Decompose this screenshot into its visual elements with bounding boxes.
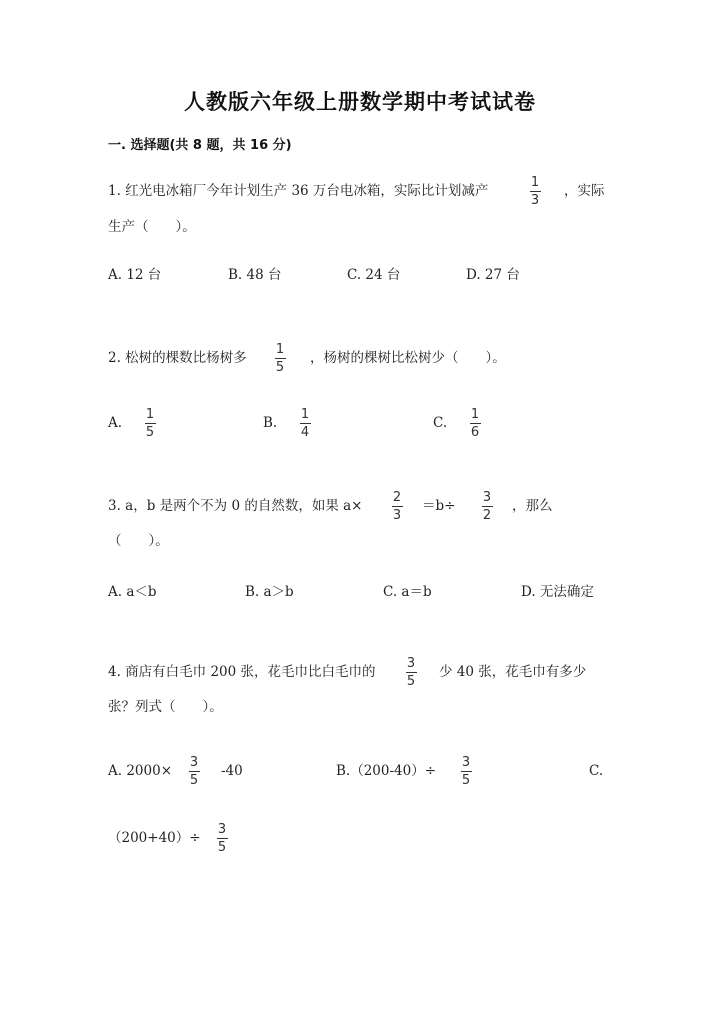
q1-option-b: B. 48 台 bbox=[228, 267, 282, 283]
q3-option-b: B. a＞b bbox=[245, 584, 294, 600]
q4-option-a-fraction bbox=[186, 755, 202, 788]
q2-text: 2. 松树的棵数比杨树多 bbox=[108, 350, 247, 366]
fraction-bar bbox=[461, 771, 472, 772]
fraction-bar bbox=[406, 672, 417, 673]
fraction-denominator: 5 bbox=[461, 773, 471, 788]
q3-text-mid: ＝b÷ bbox=[422, 498, 456, 514]
fraction-numerator: 1 bbox=[275, 342, 285, 357]
fraction-numerator: 3 bbox=[406, 656, 416, 671]
q3-text-tail: ，那么 bbox=[512, 498, 553, 514]
q4-option-c-label: C. bbox=[589, 763, 604, 779]
q1-fraction bbox=[527, 175, 543, 208]
q3-line2: （ ）。 bbox=[108, 533, 169, 549]
fraction-bar bbox=[392, 506, 403, 507]
q1-option-a: A. 12 台 bbox=[108, 267, 162, 283]
fraction-denominator: 2 bbox=[482, 508, 492, 523]
fraction-numerator: 3 bbox=[482, 490, 492, 505]
fraction-denominator: 4 bbox=[300, 425, 310, 440]
q2-option-a-fraction bbox=[142, 407, 158, 440]
fraction-denominator: 6 bbox=[470, 425, 480, 440]
q4-option-b-fraction bbox=[458, 755, 474, 788]
fraction-numerator: 1 bbox=[300, 407, 310, 422]
fraction-bar bbox=[482, 506, 493, 507]
q3-option-d: D. 无法确定 bbox=[521, 584, 594, 600]
q3-fraction-2 bbox=[479, 490, 495, 523]
section-heading: 一. 选择题(共 8 题，共 16 分) bbox=[108, 138, 292, 153]
q2-option-b-label: B. bbox=[263, 415, 278, 431]
q2-option-c-label: C. bbox=[433, 415, 448, 431]
q1-option-c: C. 24 台 bbox=[347, 267, 401, 283]
fraction-bar bbox=[300, 423, 311, 424]
q3-fraction-1 bbox=[389, 490, 405, 523]
fraction-denominator: 5 bbox=[275, 360, 285, 375]
q4-option-c-text: （200+40）÷ bbox=[108, 830, 201, 846]
page-title: 人教版六年级上册数学期中考试试卷 bbox=[184, 90, 536, 114]
q4-text-tail: 少 40 张，花毛巾有多少 bbox=[439, 664, 587, 680]
fraction-denominator: 3 bbox=[530, 193, 540, 208]
fraction-numerator: 1 bbox=[145, 407, 155, 422]
q1-line1: 1. 红光电冰箱厂今年计划生产 36 万台电冰箱，实际比计划减产 bbox=[108, 183, 489, 199]
q2-option-a-label: A. bbox=[108, 415, 123, 431]
fraction-denominator: 3 bbox=[392, 508, 402, 523]
fraction-bar bbox=[145, 423, 156, 424]
q4-text: 4. 商店有白毛巾 200 张，花毛巾比白毛巾的 bbox=[108, 664, 376, 680]
fraction-numerator: 3 bbox=[217, 822, 227, 837]
fraction-bar bbox=[470, 423, 481, 424]
q4-option-a-tail: -40 bbox=[221, 763, 243, 779]
fraction-numerator: 3 bbox=[461, 755, 471, 770]
q3-option-a: A. a＜b bbox=[108, 584, 157, 600]
fraction-denominator: 5 bbox=[406, 674, 416, 689]
q1-option-d: D. 27 台 bbox=[466, 267, 520, 283]
fraction-numerator: 1 bbox=[470, 407, 480, 422]
q2-option-c-fraction bbox=[467, 407, 483, 440]
q2-text-tail: ，杨树的棵树比松树少（ ）。 bbox=[310, 350, 506, 366]
fraction-bar bbox=[189, 771, 200, 772]
q4-option-c-fraction bbox=[214, 822, 230, 855]
q4-line2: 张？列式（ ）。 bbox=[108, 699, 223, 715]
q1-line1-tail: ，实际 bbox=[564, 183, 605, 199]
q3-text: 3. a，b 是两个不为 0 的自然数，如果 a× bbox=[108, 498, 363, 514]
q4-fraction bbox=[403, 656, 419, 689]
q2-option-b-fraction bbox=[297, 407, 313, 440]
fraction-denominator: 5 bbox=[145, 425, 155, 440]
fraction-denominator: 5 bbox=[189, 773, 199, 788]
q4-option-b-text: B.（200-40）÷ bbox=[336, 763, 437, 779]
fraction-numerator: 2 bbox=[392, 490, 402, 505]
fraction-numerator: 3 bbox=[189, 755, 199, 770]
fraction-denominator: 5 bbox=[217, 840, 227, 855]
fraction-bar bbox=[530, 191, 541, 192]
q1-line2: 生产（ ）。 bbox=[108, 219, 196, 235]
fraction-bar bbox=[275, 358, 286, 359]
fraction-bar bbox=[217, 838, 228, 839]
q4-option-a-text: A. 2000× bbox=[108, 763, 172, 779]
q3-option-c: C. a＝b bbox=[383, 584, 432, 600]
q2-fraction bbox=[272, 342, 288, 375]
fraction-numerator: 1 bbox=[530, 175, 540, 190]
